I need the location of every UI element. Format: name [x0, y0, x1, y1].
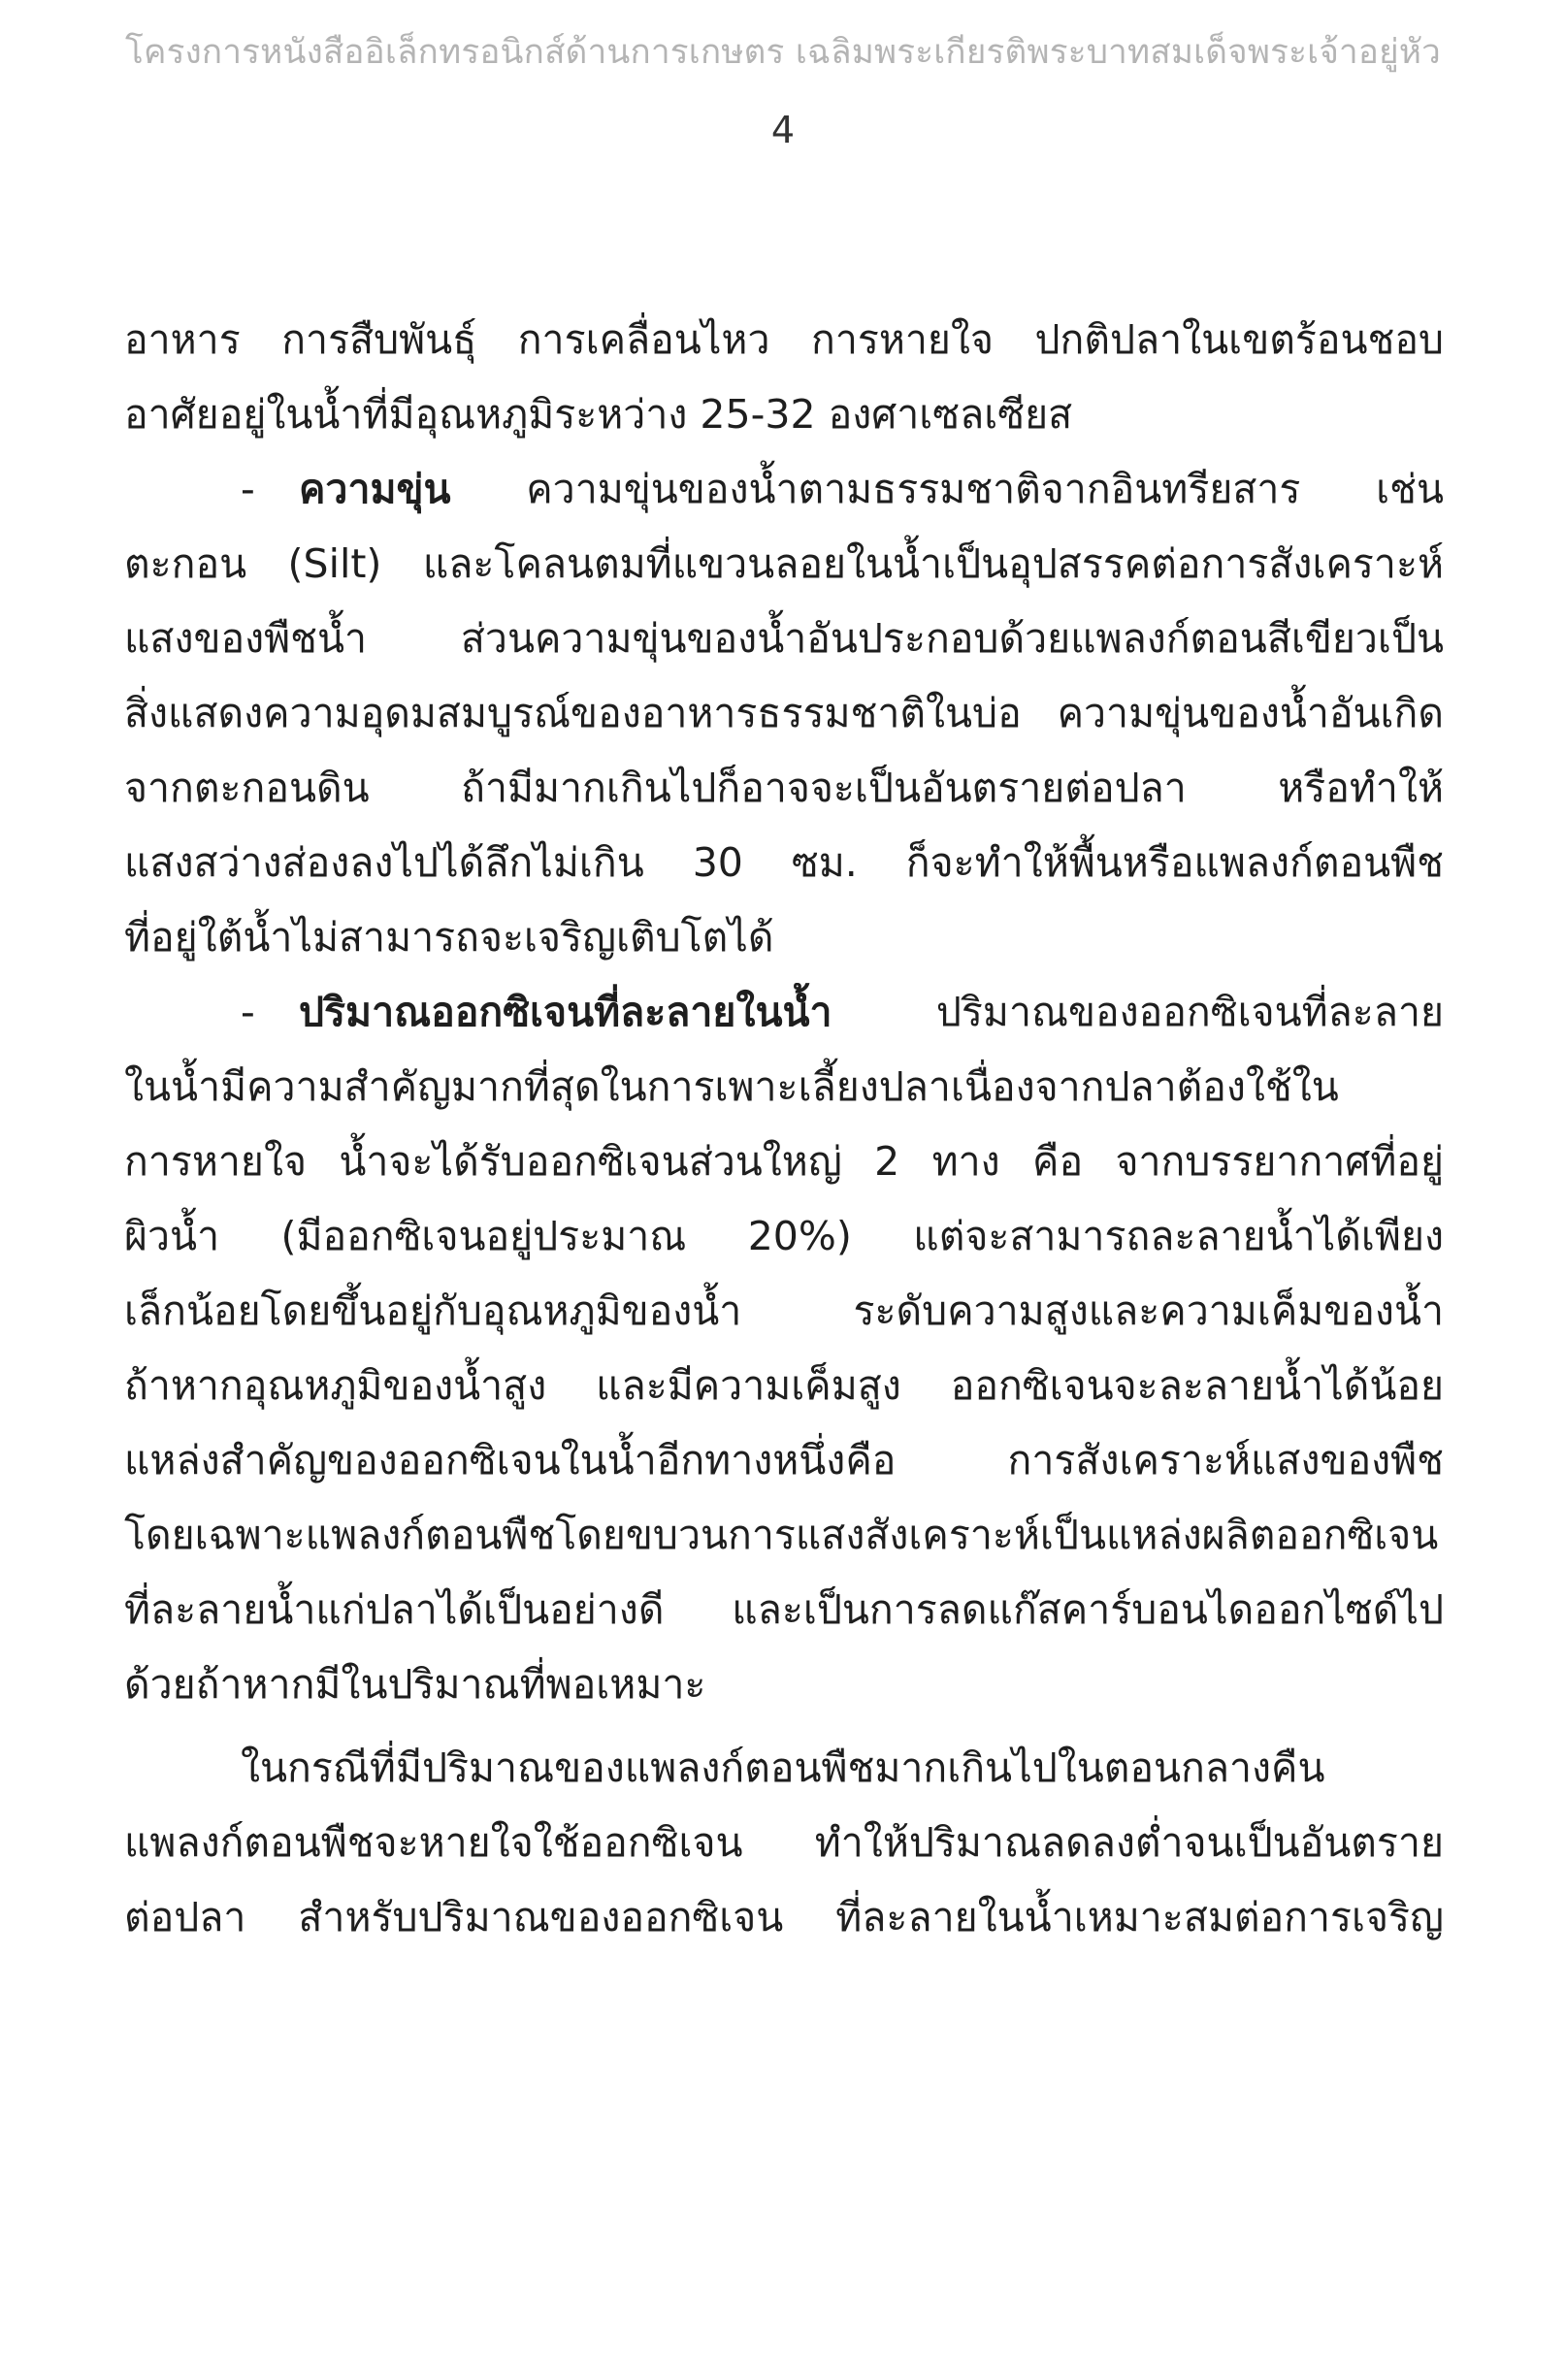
text-line: ในน้ำมีความสำคัญมากที่สุดในการเพาะเลี้ยงปลาเนื่องจากปลาต้องใช้ใน — [124, 1063, 1339, 1110]
bullet-turbidity — [241, 460, 1444, 518]
bullet-dash: - — [241, 466, 255, 512]
text-span: ความขุ่นของน้ำตามธรรมชาติจากอินทรียสาร เช่น — [450, 466, 1444, 512]
heading-turbidity: ความขุ่น — [299, 466, 451, 512]
text-line: แหล่งสำคัญของออกซิเจนในน้ำอีกทางหนึ่งคือ การสังเคราะห์แสงของพืช — [124, 1437, 1444, 1483]
text-line: ตะกอน (Silt) และโคลนตมที่แขวนลอยในน้ำเป็นอุปสรรคต่อการสังเคราะห์ — [124, 540, 1444, 587]
text-line: ถ้าหากอุณหภูมิของน้ำสูง และมีความเค็มสูง ออกซิเจนจะละลายน้ำได้น้อย — [124, 1362, 1444, 1409]
text-line: ต่อปลา สำหรับปริมาณของออกซิเจน ที่ละลายในน้ำเหมาะสมต่อการเจริญ — [124, 1894, 1444, 1940]
page-number: 4 — [770, 109, 796, 151]
bullet-dissolved-oxygen — [241, 983, 1444, 1041]
text-line: จากตะกอนดิน ถ้ามีมากเกินไปก็อาจจะเป็นอันตรายต่อปลา หรือทำให้ — [124, 765, 1444, 811]
text-line: สิ่งแสดงความอุดมสมบูรณ์ของอาหารธรรมชาติในบ่อ ความขุ่นของน้ำอันเกิด — [124, 690, 1444, 736]
heading-dissolved-oxygen: ปริมาณออกซิเจนที่ละลายในน้ำ — [299, 989, 832, 1035]
text-line: ด้วยถ้าหากมีในปริมาณที่พอเหมาะ — [124, 1661, 706, 1708]
text-line: ที่อยู่ใต้น้ำไม่สามารถจะเจริญเติบโตได้ — [124, 914, 774, 961]
text-line: โดยเฉพาะแพลงก์ตอนพืชโดยขบวนการแสงสังเคราะห์เป็นแหล่งผลิตออกซิเจน — [124, 1512, 1439, 1558]
text-line: ที่ละลายน้ำแก่ปลาได้เป็นอย่างดี และเป็นการลดแก๊สคาร์บอนไดออกไซด์ไป — [124, 1586, 1444, 1633]
text-line: อาหาร การสืบพันธุ์ การเคลื่อนไหว การหายใจ ปกติปลาในเขตร้อนชอบ — [124, 316, 1444, 363]
text-line: การหายใจ น้ำจะได้รับออกซิเจนส่วนใหญ่ 2 ทาง คือ จากบรรยากาศที่อยู่ — [124, 1138, 1444, 1185]
text-span: ปริมาณของออกซิเจนที่ละลาย — [832, 989, 1444, 1035]
page-header: โครงการหนังสืออิเล็กทรอนิกส์ด้านการเกษตร เฉลิมพระเกียรติพระบาทสมเด็จพระเจ้าอยู่หัว — [125, 33, 1441, 72]
text-line: ผิวน้ำ (มีออกซิเจนอยู่ประมาณ 20%) แต่จะสามารถละลายน้ำได้เพียง — [124, 1213, 1444, 1259]
text-line: แสงของพืชน้ำ ส่วนความขุ่นของน้ำอันประกอบด้วยแพลงก์ตอนสีเขียวเป็น — [124, 615, 1444, 662]
text-line: เล็กน้อยโดยขึ้นอยู่กับอุณหภูมิของน้ำ ระดับความสูงและความเค็มของน้ำ — [124, 1288, 1444, 1334]
bullet-dash: - — [241, 989, 255, 1035]
text-line: อาศัยอยู่ในน้ำที่มีอุณหภูมิระหว่าง 25-32 องศาเซลเซียส — [124, 391, 1073, 438]
text-line: แสงสว่างส่องลงไปได้ลึกไม่เกิน 30 ซม. ก็จะทำให้พื้นหรือแพลงก์ตอนพืช — [124, 839, 1444, 886]
text-line: แพลงก์ตอนพืชจะหายใจใช้ออกซิเจน ทำให้ปริมาณลดลงต่ำจนเป็นอันตราย — [124, 1819, 1444, 1866]
text-line: ในกรณีที่มีปริมาณของแพลงก์ตอนพืชมากเกินไปในตอนกลางคืน — [241, 1744, 1325, 1791]
